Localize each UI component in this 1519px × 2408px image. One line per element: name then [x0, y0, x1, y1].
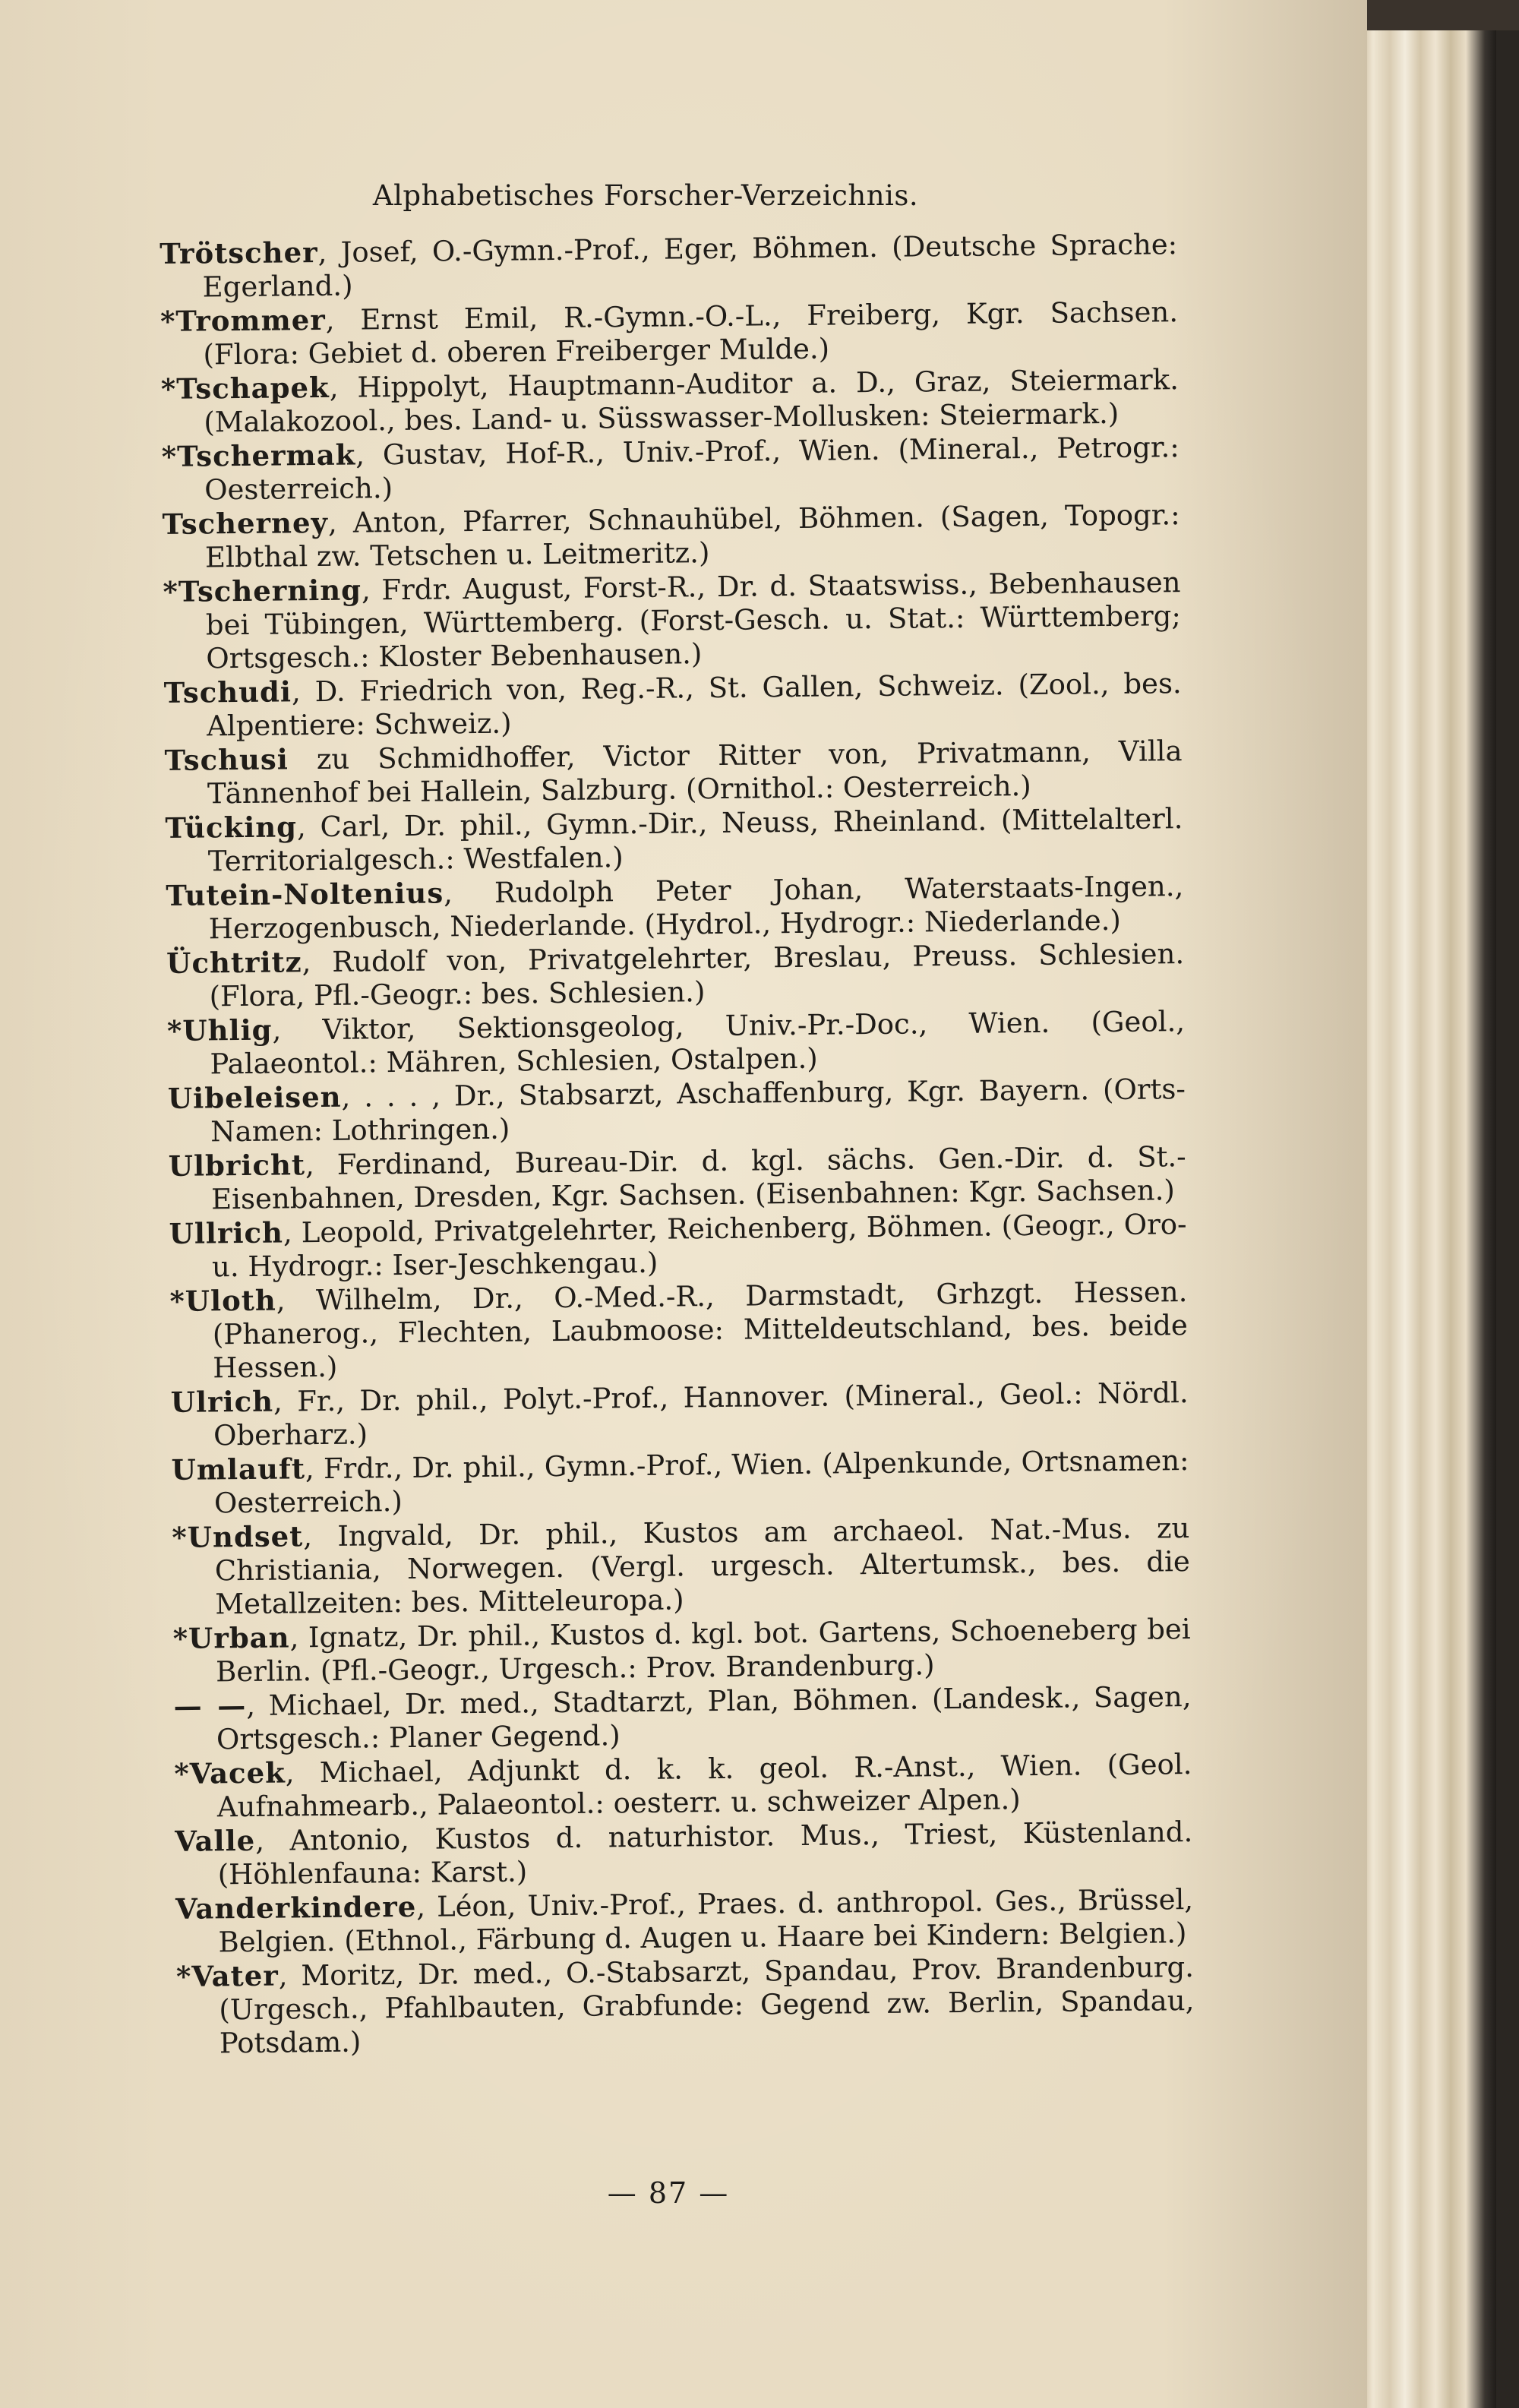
entry-name: *Uhlig: [166, 1013, 273, 1048]
entry-name: Tscherney: [162, 505, 329, 541]
register-entry: [169, 1139, 1187, 1217]
entry-name: *Vater: [175, 1958, 279, 1993]
entry-text: , Wilhelm, Dr., O.-Med.-R., Darmstadt, Grhzgt. Hessen. (Phanerog., Flechten, Laubmoose: Mitteldeutschland, bes. beide Hessen.): [212, 1275, 1189, 1385]
entry-name: *Uloth: [169, 1283, 276, 1318]
entry-name: Tücking: [165, 810, 298, 845]
register-entry: [164, 734, 1183, 811]
entry-text: , Rudolf von, Privatgelehrter, Breslau, Preuss. Schlesien. (Flora, Pfl.-Geogr.: bes. Schlesien.): [209, 937, 1185, 1013]
register-entry: [163, 565, 1181, 676]
entry-name: Tschudi: [163, 675, 292, 709]
entry-text: , . . . , Dr., Stabsarzt, Aschaffenburg, Kgr. Bayern. (Orts-Namen: Lothringen.): [210, 1073, 1186, 1149]
entry-name: Valle: [175, 1823, 256, 1858]
entry-text: , Michael, Adjunkt d. k. k. geol. R.-Anst., Wien. (Geol. Aufnahmearb., Palaeontol.: oesterr. u. schweizer Alpen.): [216, 1748, 1192, 1824]
entry-name: *Undset: [172, 1519, 304, 1554]
register-entry: [166, 937, 1185, 1014]
register-entry: [165, 801, 1183, 879]
entry-name: *Trommer: [159, 302, 326, 338]
register-entry: [175, 1815, 1193, 1892]
entry-name: Ullrich: [169, 1215, 284, 1250]
entry-text: , Michael, Dr. med., Stadtarzt, Plan, Böhmen. (Landesk., Sagen, Ortsgesch.: Planer Gegend.): [216, 1680, 1192, 1756]
entry-text: , Ignatz, Dr. phil., Kustos d. kgl. bot. Gartens, Schoeneberg bei Berlin. (Pfl.-Geogr., Urgesch.: Prov. Brandenburg.): [215, 1613, 1191, 1689]
running-head: Alphabetisches Forscher-Verzeichnis.: [372, 179, 919, 212]
entry-text: , Antonio, Kustos d. naturhistor. Mus., Triest, Küstenland. (Höhlenfauna: Karst.): [217, 1815, 1193, 1891]
entry-name: *Tschapek: [160, 370, 330, 406]
entry-name: *Tschermak: [161, 438, 356, 473]
register-entry: [162, 430, 1180, 507]
register-entry: [164, 666, 1183, 744]
register-entry: [166, 869, 1184, 946]
entry-text: , Gustav, Hof-R., Univ.-Prof., Wien. (Mineral., Petrogr.: Oesterreich.): [204, 431, 1180, 507]
entry-name: Ulrich: [170, 1384, 274, 1419]
register-entry: [160, 295, 1179, 372]
entry-text: , Frdr. August, Forst-R., Dr. d. Staatswiss., Bebenhausen bei Tübingen, Württemberg. (Forst-Gesch. u. Stat.: Württemberg; Ortsgesch.: Kloster Bebenhausen.): [205, 566, 1182, 675]
register-entry: [168, 1072, 1186, 1149]
register-entry: [159, 227, 1178, 305]
entry-name: Tutein-Noltenius: [166, 876, 444, 912]
entry-name: Vanderkindere: [175, 1889, 417, 1926]
register-entry: [162, 498, 1180, 575]
register-entry: [171, 1443, 1189, 1521]
book-cover-edge: [1360, 0, 1519, 30]
entry-text: , Léon, Univ.-Prof., Praes. d. anthropol. Ges., Brüssel, Belgien. (Ethnol., Färbung d. Augen u. Haare bei Kindern: Belgien.): [218, 1883, 1194, 1959]
entry-text: , Rudolph Peter Johan, Waterstaats-Ingen., Herzogenbusch, Niederlande. (Hydrol., Hydrogr.: Niederlande.): [208, 870, 1184, 946]
entry-text: , Anton, Pfarrer, Schnauhübel, Böhmen. (Sagen, Topogr.: Elbthal zw. Tetschen u. Leitmeritz.): [204, 498, 1180, 574]
entry-text: , Viktor, Sektionsgeolog, Univ.-Pr.-Doc., Wien. (Geol., Palaeontol.: Mähren, Schlesien, Ostalpen.): [210, 1005, 1186, 1081]
register-entry: [176, 1950, 1195, 2061]
entry-name: — —: [173, 1688, 247, 1723]
entry-name: Umlauft: [171, 1452, 306, 1487]
register-entry: [161, 362, 1180, 440]
entry-name: Üchtritz: [166, 945, 302, 980]
entry-text: , Fr., Dr. phil., Polyt.-Prof., Hannover. (Mineral., Geol.: Nördl. Oberharz.): [213, 1376, 1189, 1452]
entry-text: , Leopold, Privatgelehrter, Reichenberg, Böhmen. (Geogr., Oro- u. Hydrogr.: Iser-Jeschkengau.): [211, 1208, 1187, 1284]
register-entry: [173, 1680, 1192, 1757]
entry-text: , Ingvald, Dr. phil., Kustos am archaeol. Nat.-Mus. zu Christiania, Norwegen. (Vergl. urgesch. Altertumsk., bes. die Metallzeiten: bes. Mitteleuropa.): [214, 1512, 1191, 1621]
entry-text: , Carl, Dr. phil., Gymn.-Dir., Neuss, Rheinland. (Mittelalterl. Territorialgesch.: Westfalen.): [207, 802, 1183, 878]
entry-text: , Ernst Emil, R.-Gymn.-O.-L., Freiberg, Kgr. Sachsen. (Flora: Gebiet d. oberen Freiberger Mulde.): [203, 295, 1179, 371]
register-entry: [167, 1004, 1186, 1082]
register-entry: [175, 1882, 1194, 1960]
entry-text: , D. Friedrich von, Reg.-R., St. Gallen, Schweiz. (Zool., bes. Alpentiere: Schweiz.): [206, 667, 1182, 743]
page-number: — 87 —: [607, 2176, 730, 2210]
entry-name: *Tscherning: [163, 573, 362, 608]
entry-text: , Josef, O.-Gymn.-Prof., Eger, Böhmen. (Deutsche Sprache: Egerland.): [202, 228, 1178, 304]
entry-text: , Hippolyt, Hauptmann-Auditor a. D., Graz, Steiermark. (Malakozool., bes. Land- u. Süsswasser-Mollusken: Steiermark.): [204, 363, 1180, 439]
register-entry: [171, 1376, 1189, 1453]
register-entry: [174, 1747, 1192, 1825]
entry-name: Tschusi: [164, 742, 289, 777]
register-entry: [172, 1612, 1191, 1689]
entry-name: Trötscher: [159, 235, 318, 270]
entry-text: , Ferdinand, Bureau-Dir. d. kgl. sächs. Gen.-Dir. d. St.-Eisenbahnen, Dresden, Kgr. Sachsen. (Eisenbahnen: Kgr. Sachsen.): [210, 1140, 1186, 1216]
entry-text: zu Schmidhoffer, Victor Ritter von, Privatmann, Villa Tännenhof bei Hallein, Salzburg. (Ornithol.: Oesterreich.): [207, 735, 1183, 811]
entry-name: Ulbricht: [168, 1148, 306, 1183]
register-entry: [172, 1511, 1190, 1622]
register-entry: [169, 1275, 1188, 1386]
entry-name: *Urban: [172, 1620, 290, 1655]
entry-name: *Vacek: [174, 1755, 286, 1790]
page-edges: [1360, 30, 1496, 2408]
entry-name: Uibeleisen: [167, 1079, 342, 1115]
entry-text: , Frdr., Dr. phil., Gymn.-Prof., Wien. (Alpenkunde, Ortsnamen: Oesterreich.): [213, 1444, 1189, 1520]
entry-text: , Moritz, Dr. med., O.-Stabsarzt, Spandau, Prov. Brandenburg. (Urgesch., Pfahlbauten, Grabfunde: Gegend zw. Berlin, Spandau, Potsdam.): [219, 1951, 1195, 2060]
register-entries: [159, 227, 1195, 2061]
register-entry: [169, 1207, 1187, 1285]
